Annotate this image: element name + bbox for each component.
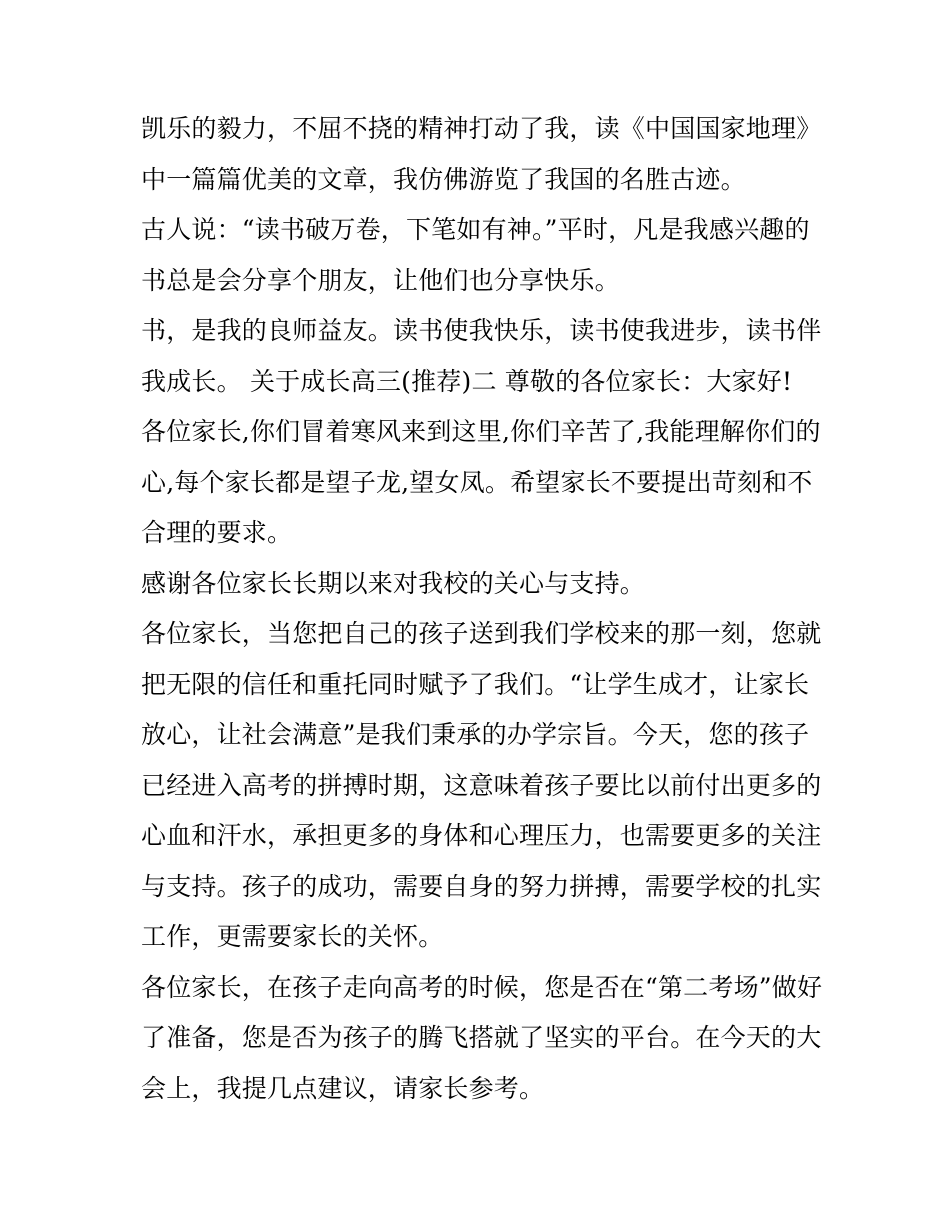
text-line: 各位家长，在孩子走向高考的时候，您是否在“第二考场”做好 <box>141 972 823 1002</box>
text-line: 合理的要求。 <box>141 518 293 547</box>
text-line: 会上，我提几点建议，请家长参考。 <box>141 1073 545 1103</box>
paragraph-2 <box>141 205 821 306</box>
text-line: 心血和汗水，承担更多的身体和心理压力，也需要更多的关注 <box>141 821 822 850</box>
paragraph-6 <box>141 609 821 963</box>
text-line: 心,每个家长都是望子龙,望女凤。希望家长不要提出苛刻和不 <box>141 467 813 497</box>
text-line: 放心，让社会满意”是我们秉承的办学宗旨。今天，您的孩子 <box>141 720 810 749</box>
text-line: 中一篇篇优美的文章，我仿佛游览了我国的名胜古迹。 <box>141 164 746 194</box>
paragraph-4 <box>141 407 821 559</box>
text-line: 各位家长，当您把自己的孩子送到我们学校来的那一刻，您就 <box>141 619 822 648</box>
paragraph-3 <box>141 306 821 407</box>
text-line: 感谢各位家长长期以来对我校的关心与支持。 <box>141 568 646 598</box>
text-line: 书，是我的良师益友。读书使我快乐，读书使我进步，读书伴 <box>141 316 822 345</box>
paragraph-1 <box>141 104 821 205</box>
text-line: 我成长。 关于成长高三(推荐)二 尊敬的各位家长：大家好! <box>141 366 793 396</box>
text-line: 了准备，您是否为孩子的腾飞搭就了坚实的平台。在今天的大 <box>141 1023 822 1052</box>
paragraph-7 <box>141 963 821 1115</box>
paragraph-5 <box>141 559 821 610</box>
document-body <box>141 104 821 1114</box>
text-line: 各位家长,你们冒着寒风来到这里,你们辛苦了,我能理解你们的 <box>141 417 821 446</box>
text-line: 书总是会分享个朋友，让他们也分享快乐。 <box>141 265 620 295</box>
text-line: 已经进入高考的拼搏时期，这意味着孩子要比以前付出更多的 <box>141 770 822 800</box>
text-line: 与支持。孩子的成功，需要自身的努力拼搏，需要学校的扎实 <box>141 871 822 901</box>
text-line: 工作，更需要家长的关怀。 <box>141 922 444 951</box>
text-line: 古人说：“读书破万卷，下笔如有神。”平时，凡是我感兴趣的 <box>141 215 810 244</box>
text-line: 凯乐的毅力，不屈不挠的精神打动了我，读《中国国家地理》 <box>141 114 822 143</box>
text-line: 把无限的信任和重托同时赋予了我们。“让学生成才，让家长 <box>141 669 810 699</box>
